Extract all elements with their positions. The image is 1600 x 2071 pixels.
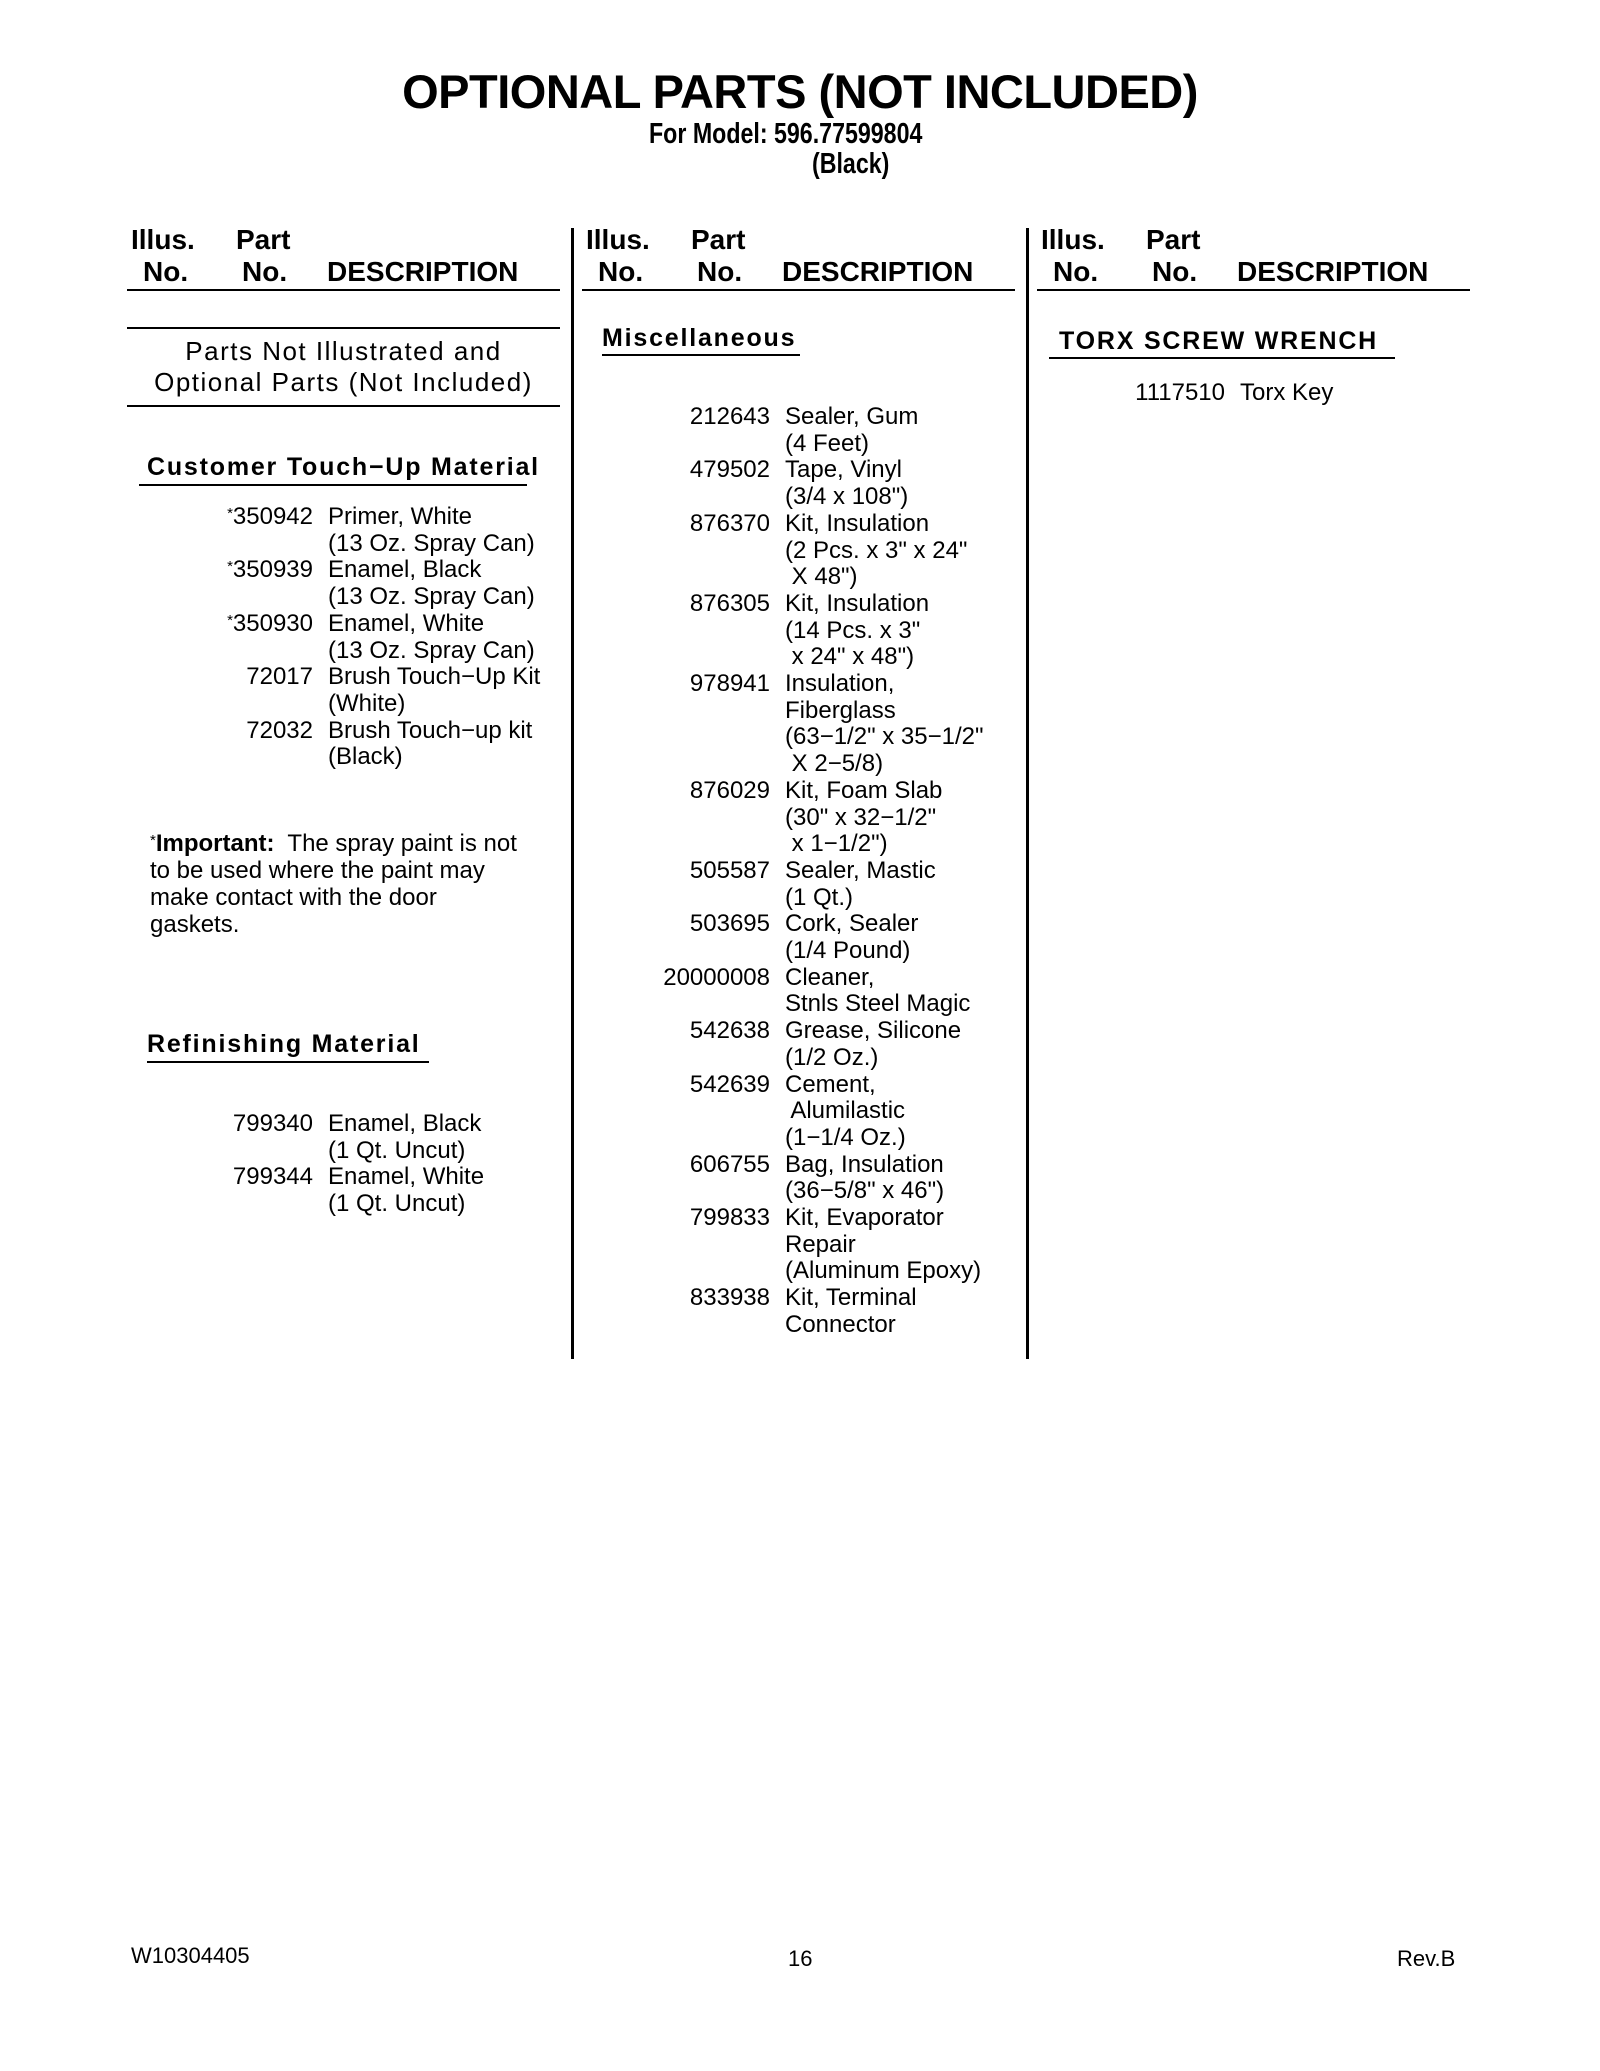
header-rule-middle — [582, 289, 1015, 291]
banner-line-2: Optional Parts (Not Included) — [154, 367, 533, 397]
banner-line-1: Parts Not Illustrated and — [185, 336, 502, 366]
page-title: OPTIONAL PARTS (NOT INCLUDED) — [402, 65, 1198, 118]
section-heading-refinishing: Refinishing Material — [147, 1030, 421, 1058]
part-number: *350930 — [227, 609, 313, 637]
part-number: 479502 — [689, 456, 770, 484]
section-heading-torx: TORX SCREW WRENCH — [1059, 327, 1379, 355]
header-illus: Illus. — [586, 224, 650, 255]
header-part-no: No. — [1152, 256, 1198, 287]
header-description: DESCRIPTION — [1237, 256, 1429, 287]
part-number: 542639 — [689, 1070, 770, 1098]
part-number: 503695 — [689, 910, 770, 938]
header-illus-no: No. — [1053, 256, 1099, 287]
part-description: Cleaner, Stnls Steel Magic — [785, 963, 971, 1018]
part-number: 876370 — [689, 509, 770, 537]
header-rule-right — [1037, 289, 1470, 291]
part-description: Brush Touch−up kit (Black) — [328, 716, 533, 771]
part-number: *350939 — [227, 556, 313, 584]
part-description: Cork, Sealer (1/4 Pound) — [785, 910, 919, 964]
header-illus-no: No. — [598, 256, 644, 287]
part-description: Enamel, Black (1 Qt. Uncut) — [328, 1110, 482, 1164]
part-description: Brush Touch−Up Kit (White) — [328, 663, 541, 717]
part-number: 212643 — [689, 403, 770, 430]
part-number: *350942 — [227, 503, 313, 530]
part-number: 505587 — [689, 856, 770, 884]
part-description: Kit, Insulation (2 Pcs. x 3" x 24" X 48") — [785, 509, 968, 591]
part-description: Enamel, Black (13 Oz. Spray Can) — [328, 556, 535, 611]
header-description: DESCRIPTION — [327, 256, 519, 287]
asterisk-mark: * — [227, 558, 233, 576]
part-number: 542638 — [689, 1017, 770, 1045]
header-part: Part — [691, 224, 746, 255]
asterisk-mark: * — [227, 505, 233, 522]
part-description: Bag, Insulation (36−5/8" x 46") — [785, 1150, 945, 1205]
part-description: Grease, Silicone (1/2 Oz.) — [785, 1017, 962, 1071]
variant-line: (Black) — [812, 148, 890, 180]
part-description: Kit, Insulation (14 Pcs. x 3" x 24" x 48") — [785, 589, 930, 671]
asterisk-mark: * — [227, 611, 233, 629]
part-number: 978941 — [689, 670, 770, 697]
header-illus-no: No. — [143, 256, 189, 287]
part-number: 20000008 — [663, 963, 770, 991]
part-description: Enamel, White (1 Qt. Uncut) — [328, 1163, 485, 1218]
model-line: For Model: 596.77599804 — [649, 118, 923, 150]
part-number: 876305 — [689, 589, 770, 617]
part-description: Kit, Terminal Connector — [785, 1284, 917, 1338]
header-part: Part — [236, 224, 291, 255]
part-number: 833938 — [689, 1284, 770, 1312]
header-illus: Illus. — [131, 224, 195, 255]
part-description: Torx Key — [1240, 379, 1334, 406]
header-rule-left — [127, 289, 560, 291]
section-heading-touchup: Customer Touch−Up Material — [147, 453, 540, 481]
part-number: 799833 — [689, 1204, 770, 1231]
part-description: Enamel, White (13 Oz. Spray Can) — [328, 609, 535, 664]
part-number: 1117510 — [1135, 379, 1225, 406]
section-underline — [602, 354, 800, 356]
part-description: Insulation, Fiberglass (63−1/2" x 35−1/2" X 2−5/8) — [785, 670, 984, 778]
section-underline — [1049, 357, 1395, 359]
section-heading-miscellaneous: Miscellaneous — [602, 324, 797, 352]
note-asterisk: * — [150, 832, 156, 849]
part-description: Kit, Evaporator Repair (Aluminum Epoxy) — [785, 1204, 982, 1285]
part-description: Tape, Vinyl (3/4 x 108") — [785, 456, 909, 511]
part-description: Kit, Foam Slab (30" x 32−1/2" x 1−1/2") — [785, 776, 943, 858]
part-number: 876029 — [689, 776, 770, 804]
part-number: 72017 — [246, 663, 313, 691]
document-number: W10304405 — [131, 1943, 250, 1968]
revision-label: Rev.B — [1397, 1946, 1456, 1971]
part-number: 799340 — [232, 1110, 313, 1137]
important-note — [150, 830, 530, 938]
part-number: 799344 — [232, 1163, 313, 1191]
header-description: DESCRIPTION — [782, 256, 974, 287]
section-underline — [139, 484, 527, 486]
header-part: Part — [1146, 224, 1201, 255]
header-illus: Illus. — [1041, 224, 1105, 255]
part-description: Primer, White (13 Oz. Spray Can) — [328, 503, 535, 557]
part-description: Cement, Alumilastic (1−1/4 Oz.) — [785, 1070, 906, 1151]
section-underline — [147, 1061, 429, 1063]
page-number: 16 — [788, 1946, 813, 1971]
banner-rule-top — [127, 327, 560, 329]
part-description: Sealer, Gum (4 Feet) — [785, 403, 919, 457]
part-description: Sealer, Mastic (1 Qt.) — [785, 856, 936, 911]
part-number: 606755 — [689, 1150, 770, 1178]
note-label: Important: — [155, 830, 275, 857]
part-number: 72032 — [246, 716, 313, 744]
banner-rule-bottom — [127, 405, 560, 407]
header-part-no: No. — [242, 256, 288, 287]
header-part-no: No. — [697, 256, 743, 287]
note-text: The spray paint is not to be used where the paint may make contact with the door gaskets. — [150, 830, 517, 938]
